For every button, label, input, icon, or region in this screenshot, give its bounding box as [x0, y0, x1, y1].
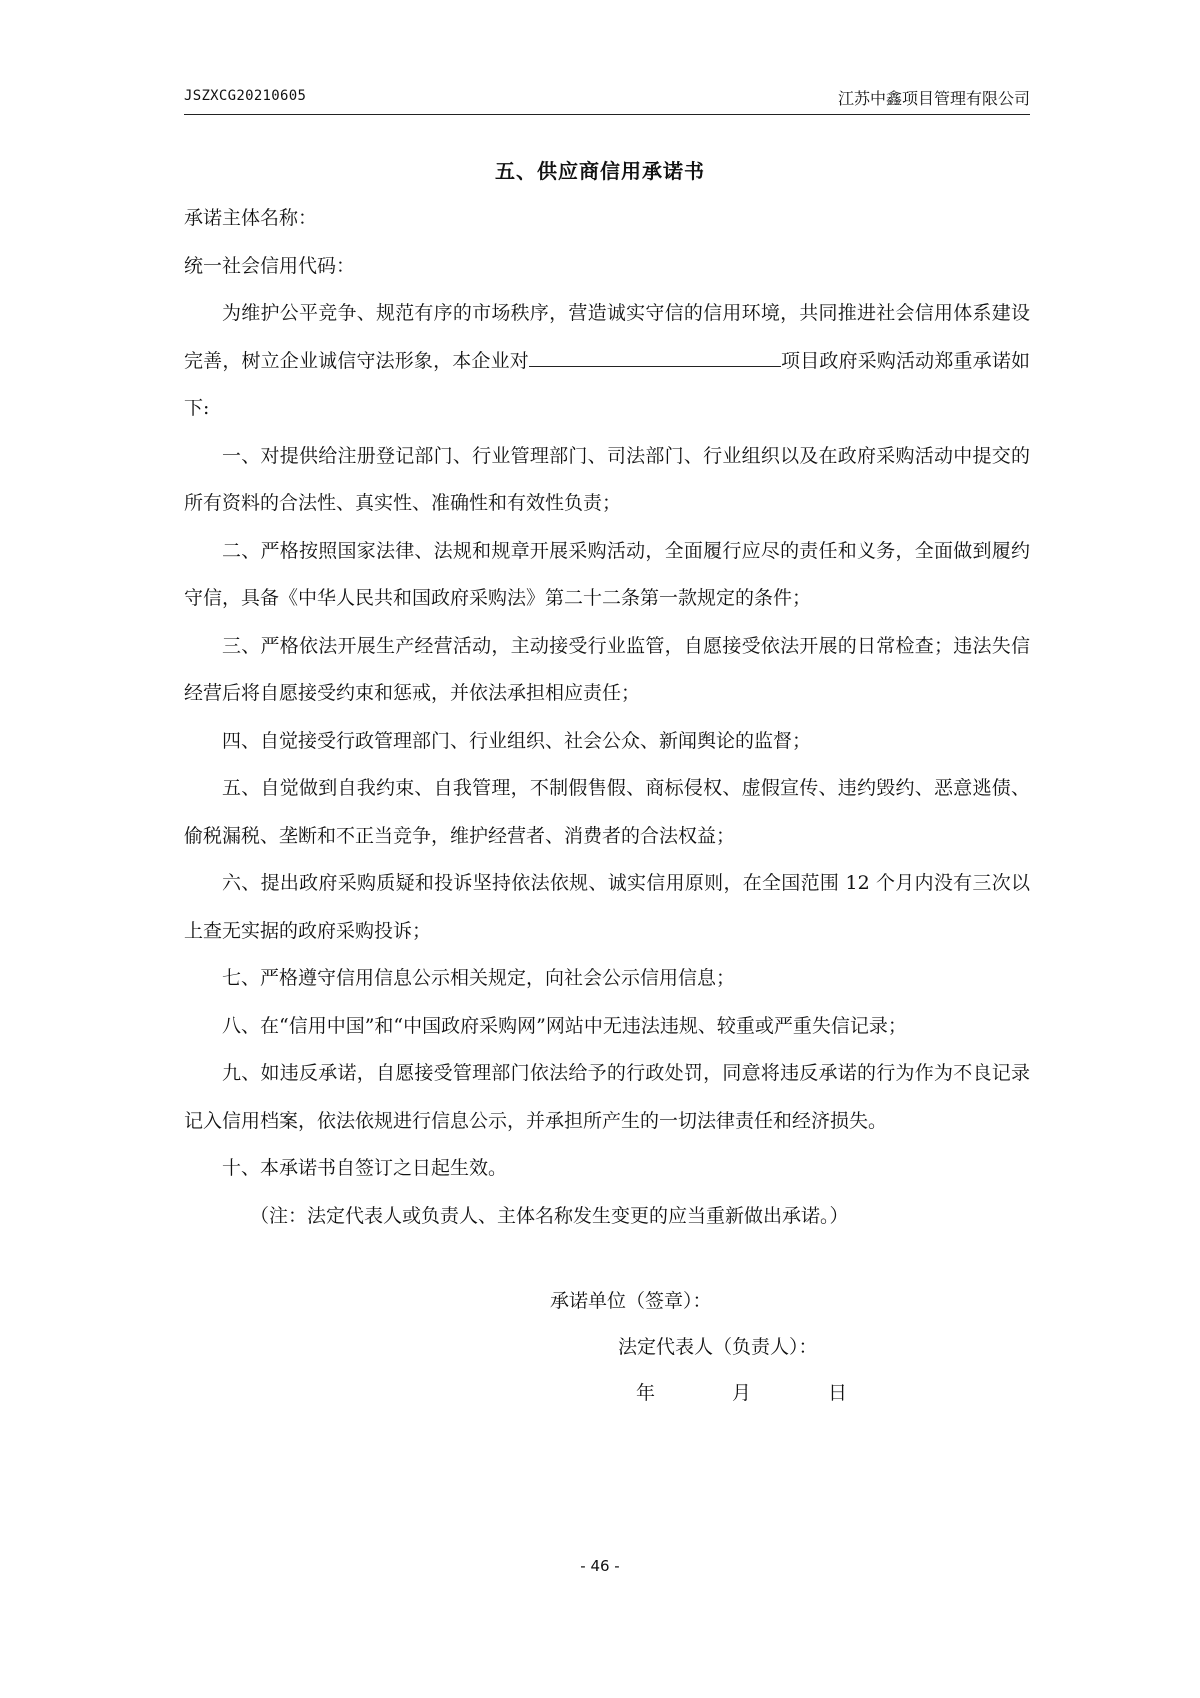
subject-name-field: 承诺主体名称： [184, 207, 318, 229]
document-title: 五、供应商信用承诺书 [495, 159, 705, 183]
page-number: - 46 - [580, 1557, 620, 1575]
page-header [184, 86, 1030, 115]
commitment-item-8: 八、在“信用中国”和“中国政府采购网”网站中无违法违规、较重或严重失信记录； [222, 1014, 907, 1037]
legal-representative-label: 法定代表人（负责人）： [618, 1336, 818, 1358]
signing-date [636, 1378, 876, 1408]
commitment-item-10: 十、本承诺书自签订之日起生效。 [222, 1157, 508, 1179]
change-note: （注：法定代表人或负责人、主体名称发生变更的应当重新做出承诺。） [250, 1204, 849, 1227]
date-month: 月 [732, 1382, 752, 1404]
commitment-item-5: 五、自觉做到自我约束、自我管理，不制假售假、商标侵权、虚假宣传、违约毁约、恶意逃债、偷税漏税、垄断和不正当竞争，维护经营者、消费者的合法权益； [184, 777, 1030, 847]
commitment-item-9: 九、如违反承诺，自愿接受管理部门依法给予的行政处罚，同意将违反承诺的行为作为不良记录记入信用档案，依法依规进行信息公示，并承担所产生的一切法律责任和经济损失。 [184, 1062, 1030, 1132]
signing-unit-label: 承诺单位（签章）： [550, 1290, 712, 1312]
company-name: 江苏中鑫项目管理有限公司 [837, 89, 1030, 108]
commitment-item-6: 六、提出政府采购质疑和投诉坚持依法依规、诚实信用原则，在全国范围 12 个月内没有三次以上查无实据的政府采购投诉； [184, 872, 1030, 942]
document-code: JSZXCG20210605 [184, 88, 307, 104]
commitment-item-4: 四、自觉接受行政管理部门、行业组织、社会公众、新闻舆论的监督； [222, 729, 812, 752]
commitment-item-1: 一、对提供给注册登记部门、行业管理部门、司法部门、行业组织以及在政府采购活动中提交的所有资料的合法性、真实性、准确性和有效性负责； [184, 444, 1030, 514]
intro-text-1: 为维护公平竞争、规范有序的市场秩序，营造诚实守信的信用环境，共同推进社会信用体系建设完善，树立企业诚信守法形象，本企业对 [184, 302, 1030, 372]
intro-text-2: 项目政府采购活动郑重承诺如下: [184, 349, 1030, 419]
date-day: 日 [828, 1382, 848, 1404]
date-year: 年 [636, 1382, 656, 1404]
document-body [184, 195, 1030, 1240]
credit-code-field: 统一社会信用代码： [184, 254, 356, 277]
commitment-item-2: 二、严格按照国家法律、法规和规章开展采购活动，全面履行应尽的责任和义务，全面做到履约守信，具备《中华人民共和国政府采购法》第二十二条第一款规定的条件； [184, 539, 1030, 609]
commitment-item-7: 七、严格遵守信用信息公示相关规定，向社会公示信用信息； [222, 967, 736, 989]
intro-paragraph [184, 290, 1030, 433]
commitment-item-3: 三、严格依法开展生产经营活动，主动接受行业监管，自愿接受依法开展的日常检查；违法失信经营后将自愿接受约束和惩戒，并依法承担相应责任； [184, 634, 1030, 704]
project-name-blank [529, 348, 781, 367]
